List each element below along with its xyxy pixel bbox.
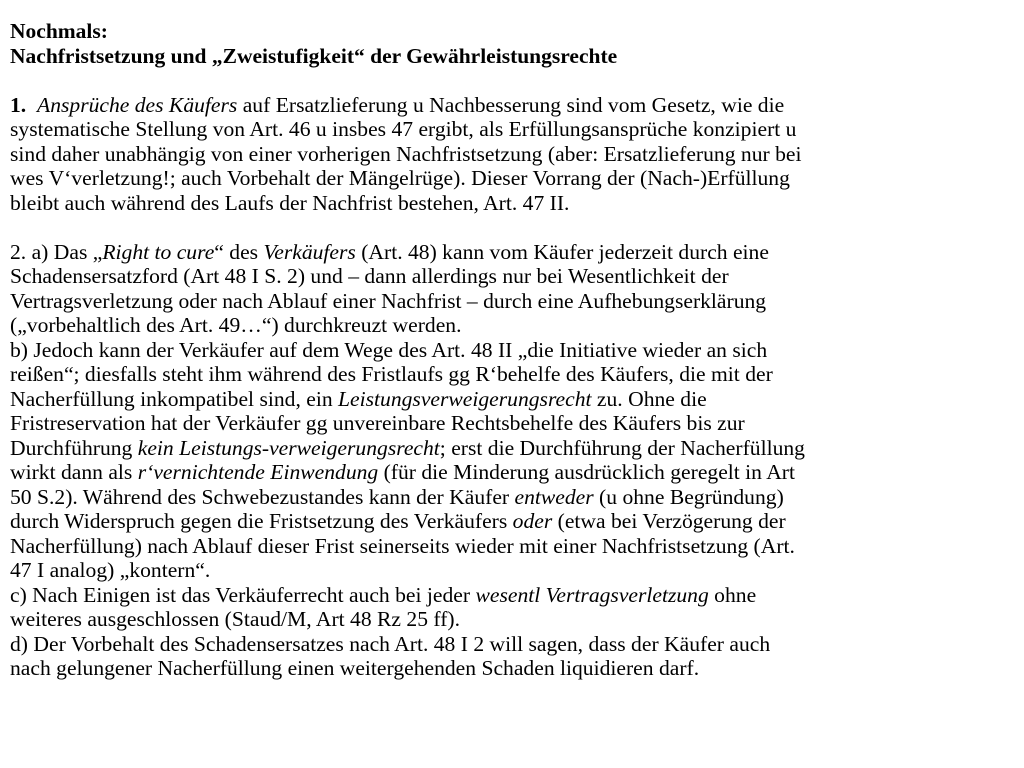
para2b-line-8-rest: (etwa bei Verzögerung der (552, 509, 786, 533)
para2b-line-2: reißen“; diesfalls steht ihm während des Fristlaufs gg R‘behelfe des Käufers, die mit der (10, 362, 773, 386)
para1-line-3: sind daher unabhängig von einer vorherigen Nachfristsetzung (aber: Ersatzlieferung nur bei (10, 141, 802, 166)
para2a-emphasis-2: Verkäufers (263, 239, 356, 264)
para2b-line-6-rest: (für die Minderung ausdrücklich geregelt in Art (378, 460, 795, 484)
para1-line-1 (10, 93, 1014, 118)
para2c-line-1-rest: ohne (708, 582, 757, 607)
para2b-line-4: Fristreservation hat der Verkäufer gg unvereinbare Rechtsbehelfe des Käufers bis zur (10, 411, 745, 435)
para1-number: 1. (10, 92, 27, 117)
para2a-mid: “ des (214, 239, 264, 264)
para1-line-4: wes V‘verletzung!; auch Vorbehalt der Mängelrüge). Dieser Vorrang der (Nach-)Erfüllung (10, 166, 790, 190)
para2b-line-7-prefix: 50 S.2). Während des Schwebezustandes kann der Käufer (10, 484, 515, 509)
para2a-emphasis-1: Right to cure (102, 239, 215, 264)
para2a-line-1-rest: (Art. 48) kann vom Käufer jederzeit durch eine (355, 239, 769, 264)
para2c-line-1 (10, 583, 1014, 608)
para2b-line-3 (10, 387, 1014, 412)
para2b-line-7-rest: (u ohne Begründung) (593, 484, 784, 509)
para2c-line-2: weiteres ausgeschlossen (Staud/M, Art 48 Rz 25 ff). (10, 607, 460, 631)
para2b-line-6-prefix: wirkt dann als (10, 460, 138, 484)
para2b-line-1: b) Jedoch kann der Verkäufer auf dem Wege des Art. 48 II „die Initiative wieder an sich (10, 337, 768, 362)
spacer (10, 68, 1014, 93)
para2b-line-3-emphasis: Leistungsverweigerungsrecht (338, 386, 592, 411)
para2b-line-3-prefix: Nacherfüllung inkompatibel sind, ein (10, 386, 339, 411)
para1-line-5: bleibt auch während des Laufs der Nachfrist bestehen, Art. 47 II. (10, 190, 570, 215)
para2b-line-8-prefix: durch Widerspruch gegen die Fristsetzung des Verkäufers (10, 509, 513, 533)
para2b-line-7-emphasis: entweder (514, 484, 594, 509)
para2b-line-8-emphasis: oder (512, 509, 553, 533)
para2a-line-3: Vertragsverletzung oder nach Ablauf einer Nachfrist – durch eine Aufhebungserklärung (10, 288, 767, 313)
para2b-line-9: Nacherfüllung) nach Ablauf dieser Frist seinerseits wieder mit einer Nachfristsetzung (Art. (10, 533, 795, 558)
para2b-line-5-prefix: Durchführung (10, 435, 138, 460)
para2b-line-5 (10, 436, 1014, 461)
para2b-line-7 (10, 485, 1014, 510)
para2b-line-5-rest: ; erst die Durchführung der Nacherfüllung (439, 435, 805, 460)
para2a-prefix: 2. a) Das „ (10, 239, 103, 264)
para2c-emphasis: wesentl Vertragsverletzung (475, 582, 709, 607)
para2c-prefix: c) Nach Einigen ist das Verkäuferrecht auch bei jeder (10, 582, 476, 607)
heading-line-1: Nochmals: (10, 19, 108, 43)
para2a-line-4: („vorbehaltlich des Art. 49…“) durchkreuzt werden. (10, 313, 462, 337)
para2b-line-10: 47 I analog) „kontern“. (10, 558, 211, 582)
para2b-line-3-rest: zu. Ohne die (591, 386, 707, 411)
para1-emphasis: Ansprüche des Käufers (37, 92, 238, 117)
spacer (10, 215, 1014, 240)
para2d-line-2: nach gelungener Nacherfüllung einen weitergehenden Schaden liquidieren darf. (10, 656, 700, 680)
para2b-line-6 (10, 460, 1014, 485)
document (10, 19, 1014, 681)
heading-line-2: Nachfristsetzung und „Zweistufigkeit“ der Gewährleistungsrechte (10, 43, 618, 68)
para2a-line-1 (10, 240, 1014, 265)
para2b-line-6-emphasis: r‘vernichtende Einwendung (137, 460, 379, 484)
para1-line-1-rest: auf Ersatzlieferung u Nachbesserung sind vom Gesetz, wie die (237, 92, 785, 117)
para2b-line-8 (10, 509, 1014, 534)
para2d-line-1: d) Der Vorbehalt des Schadensersatzes nach Art. 48 I 2 will sagen, dass der Käufer auch (10, 631, 771, 656)
para1-line-2: systematische Stellung von Art. 46 u insbes 47 ergibt, als Erfüllungsansprüche konzipiert u (10, 117, 797, 141)
para2b-line-5-emphasis: kein Leistungs-verweigerungsrecht (137, 435, 440, 460)
para2a-line-2: Schadensersatzford (Art 48 I S. 2) und – dann allerdings nur bei Wesentlichkeit der (10, 264, 729, 288)
